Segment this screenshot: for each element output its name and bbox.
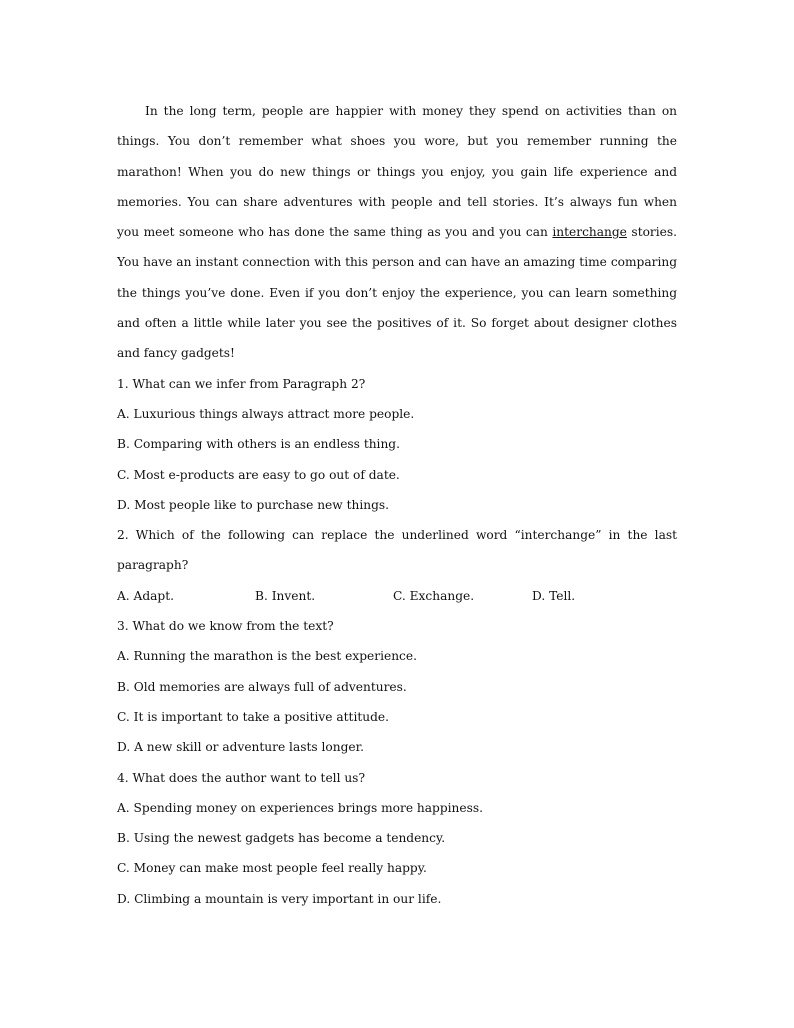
passage-paragraph [117, 96, 677, 369]
question-4-option-b: B. Using the newest gadgets has become a tendency. [117, 831, 446, 846]
question-4-option-c: C. Money can make most people feel really happy. [117, 861, 427, 876]
question-1-option-c: C. Most e-products are easy to go out of date. [117, 467, 400, 482]
question-2-options [117, 581, 677, 611]
question-3 [117, 611, 677, 762]
passage-text-before: In the long term, people are happier with money they spend on activities than on things. You don’t remember what shoes you wore, but you remember running the marathon! When you do new things or things you enjoy, you gain life experience and memories. You can share adventures with people and tell stories. It’s always fun when you meet someone who has done the same thing as you and you can [117, 104, 677, 240]
question-3-stem: 3. What do we know from the text? [117, 619, 334, 634]
question-2-option-b: B. Invent. [255, 588, 316, 603]
question-4-option-a: A. Spending money on experiences brings more happiness. [117, 800, 483, 815]
question-1-stem: 1. What can we infer from Paragraph 2? [117, 376, 366, 391]
question-1-option-d: D. Most people like to purchase new things. [117, 497, 389, 512]
question-4 [117, 763, 677, 914]
question-1-option-b: B. Comparing with others is an endless thing. [117, 437, 400, 452]
question-4-stem: 4. What does the author want to tell us? [117, 770, 365, 785]
question-1 [117, 369, 677, 520]
question-3-option-d: D. A new skill or adventure lasts longer. [117, 740, 364, 755]
question-2-option-c: C. Exchange. [393, 588, 475, 603]
question-2-stem: 2. Which of the following can replace the underlined word “interchange” in the last paragraph? [117, 528, 677, 573]
passage-text-after: stories. You have an instant connection with this person and can have an amazing time comparing the things you’ve done. Even if you don’t enjoy the experience, you can learn something and often a little while later you see the positives of it. So forget about designer clothes and fancy gadgets! [117, 225, 677, 361]
question-3-option-a: A. Running the marathon is the best experience. [117, 649, 417, 664]
question-3-option-c: C. It is important to take a positive attitude. [117, 709, 389, 724]
question-2-option-a: A. Adapt. [117, 588, 174, 603]
question-3-option-b: B. Old memories are always full of adventures. [117, 679, 407, 694]
question-2 [117, 520, 677, 611]
question-2-option-d: D. Tell. [532, 588, 576, 603]
document-content [117, 96, 677, 914]
question-1-option-a: A. Luxurious things always attract more people. [117, 406, 415, 421]
underlined-word: interchange [552, 225, 627, 240]
question-4-option-d: D. Climbing a mountain is very important in our life. [117, 891, 442, 906]
